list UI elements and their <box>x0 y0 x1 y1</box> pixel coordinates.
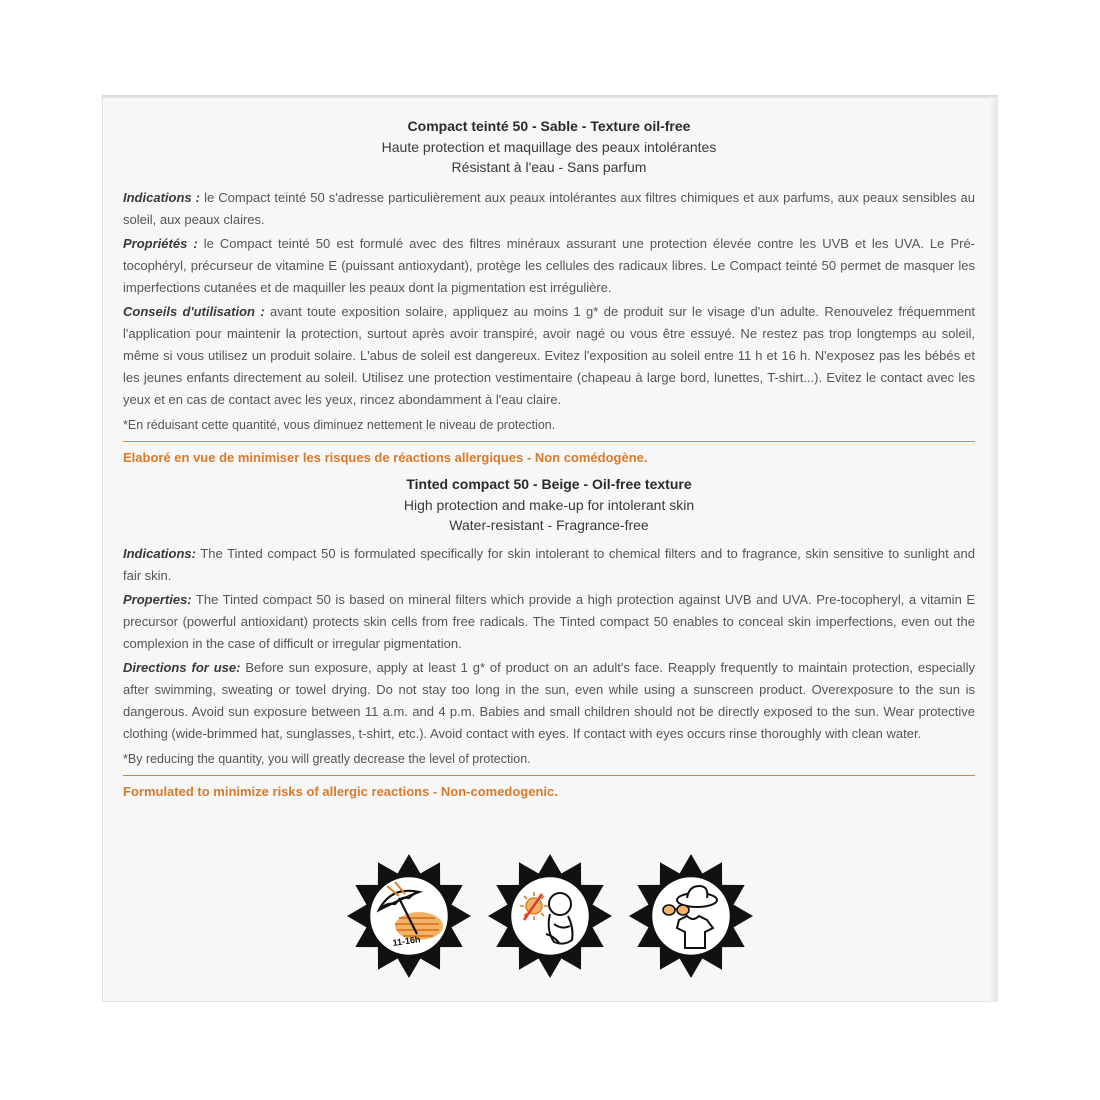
en-indications <box>123 543 975 587</box>
en-indications-label: Indications: <box>123 546 196 561</box>
en-indications-text: The Tinted compact 50 is formulated specifically for skin intolerant to chemical filters and to fragrance, skin sensitive to sunlight and fair skin. <box>123 546 975 583</box>
en-usage-text: Before sun exposure, apply at least 1 g* of product on an adult's face. Reapply frequently to maintain protection, especially after swimming, sweating or towel drying. Do not stay too long in the sun, even while using a sunscreen product. Overexposure to the sun is dangerous. Avoid sun exposure between 11 a.m. and 4 p.m. Babies and small children should not be directly exposed to the sun. Wear protective clothing (wide-brimmed hat, sunglasses, t-shirt, etc.). Avoid contact with eyes. If contact with eyes occurs rinse thoroughly with clean water. <box>123 660 975 741</box>
fr-properties-text: le Compact teinté 50 est formulé avec des filtres minéraux assurant une protection élevée contre les UVB et les UVA. Le Pré-tocophéryl, précurseur de vitamine E (puissant antioxydant), protège les cellules des radicaux libres. Le Compact teinté 50 permet de masquer les imperfections cutanées et de maquiller les peaux dont la pigmentation est irrégulière. <box>123 236 976 295</box>
fr-usage-label: Conseils d'utilisation : <box>123 304 265 319</box>
fr-divider <box>123 441 975 442</box>
box-right-edge <box>990 97 998 1002</box>
english-section <box>123 474 975 802</box>
en-usage <box>123 657 975 745</box>
fr-subtitle-water: Résistant à l'eau - Sans parfum <box>451 159 647 175</box>
en-usage-label: Directions for use: <box>123 660 241 675</box>
label-content <box>123 116 975 802</box>
fr-footnote: *En réduisant cette quantité, vous diminuez nettement le niveau de protection. <box>123 418 556 432</box>
protective-clothing-icon <box>626 851 756 981</box>
en-subtitle-protection: High protection and make-up for intolerant skin <box>403 497 695 513</box>
fr-subtitle-protection: Haute protection et maquillage des peaux intolérantes <box>381 139 717 155</box>
fr-indications <box>123 187 975 231</box>
fr-allergy-claim: Elaboré en vue de minimiser les risques de réactions allergiques - Non comédogène. <box>123 450 648 465</box>
time-range-label: 11-16h <box>391 934 422 948</box>
fr-properties-label: Propriétés : <box>123 236 198 251</box>
en-properties <box>123 589 975 655</box>
baby-sun-warning-icon <box>485 851 615 981</box>
fr-usage <box>123 301 975 411</box>
en-divider <box>123 775 975 776</box>
en-footnote: *By reducing the quantity, you will greatly decrease the level of protection. <box>123 752 531 766</box>
fr-properties <box>123 233 975 299</box>
fr-product-title: Compact teinté 50 - Sable - Texture oil-free <box>407 118 691 134</box>
fr-indications-label: Indications : <box>123 190 201 205</box>
en-properties-label: Properties: <box>123 592 192 607</box>
fr-usage-text: avant toute exposition solaire, appliquez au moins 1 g* de produit sur le visage d'un adulte. Renouvelez fréquemment l'application pour maintenir la protection, surtout après avoir transpiré, avoir nagé ou vous être essuyé. Ne restez pas trop longtemps au soleil, même si vous utilisez un produit solaire. L'abus de soleil est dangereux. Evitez l'exposition au soleil entre 11 h et 16 h. N'exposez pas les bébés et les jeunes enfants directement au soleil. Utilisez une protection vestimentaire (chapeau à large bord, lunettes, T-shirt...). Evitez le contact avec les yeux et en cas de contact avec les yeux, rincez abondamment à l'eau claire. <box>123 304 975 407</box>
en-subtitle-water: Water-resistant - Fragrance-free <box>449 517 649 533</box>
fr-indications-text: le Compact teinté 50 s'adresse particulièrement aux peaux intolérantes aux filtres chimiques et aux parfums, aux peaux sensibles au soleil, aux peaux claires. <box>123 190 975 227</box>
french-section <box>123 116 975 468</box>
en-properties-text: The Tinted compact 50 is based on mineral filters which provide a high protection against UVB and UVA. Pre-tocopheryl, a vitamin E precursor (powerful antioxidant) protects skin cells from free radicals. The Tinted compact 50 enables to conceal skin imperfections, even out the complexion in the case of difficult or irregular pigmentation. <box>123 592 975 651</box>
en-allergy-claim: Formulated to minimize risks of allergic reactions - Non-comedogenic. <box>123 784 558 799</box>
en-product-title: Tinted compact 50 - Beige - Oil-free texture <box>406 476 692 492</box>
umbrella-sun-warning-icon <box>344 851 474 981</box>
